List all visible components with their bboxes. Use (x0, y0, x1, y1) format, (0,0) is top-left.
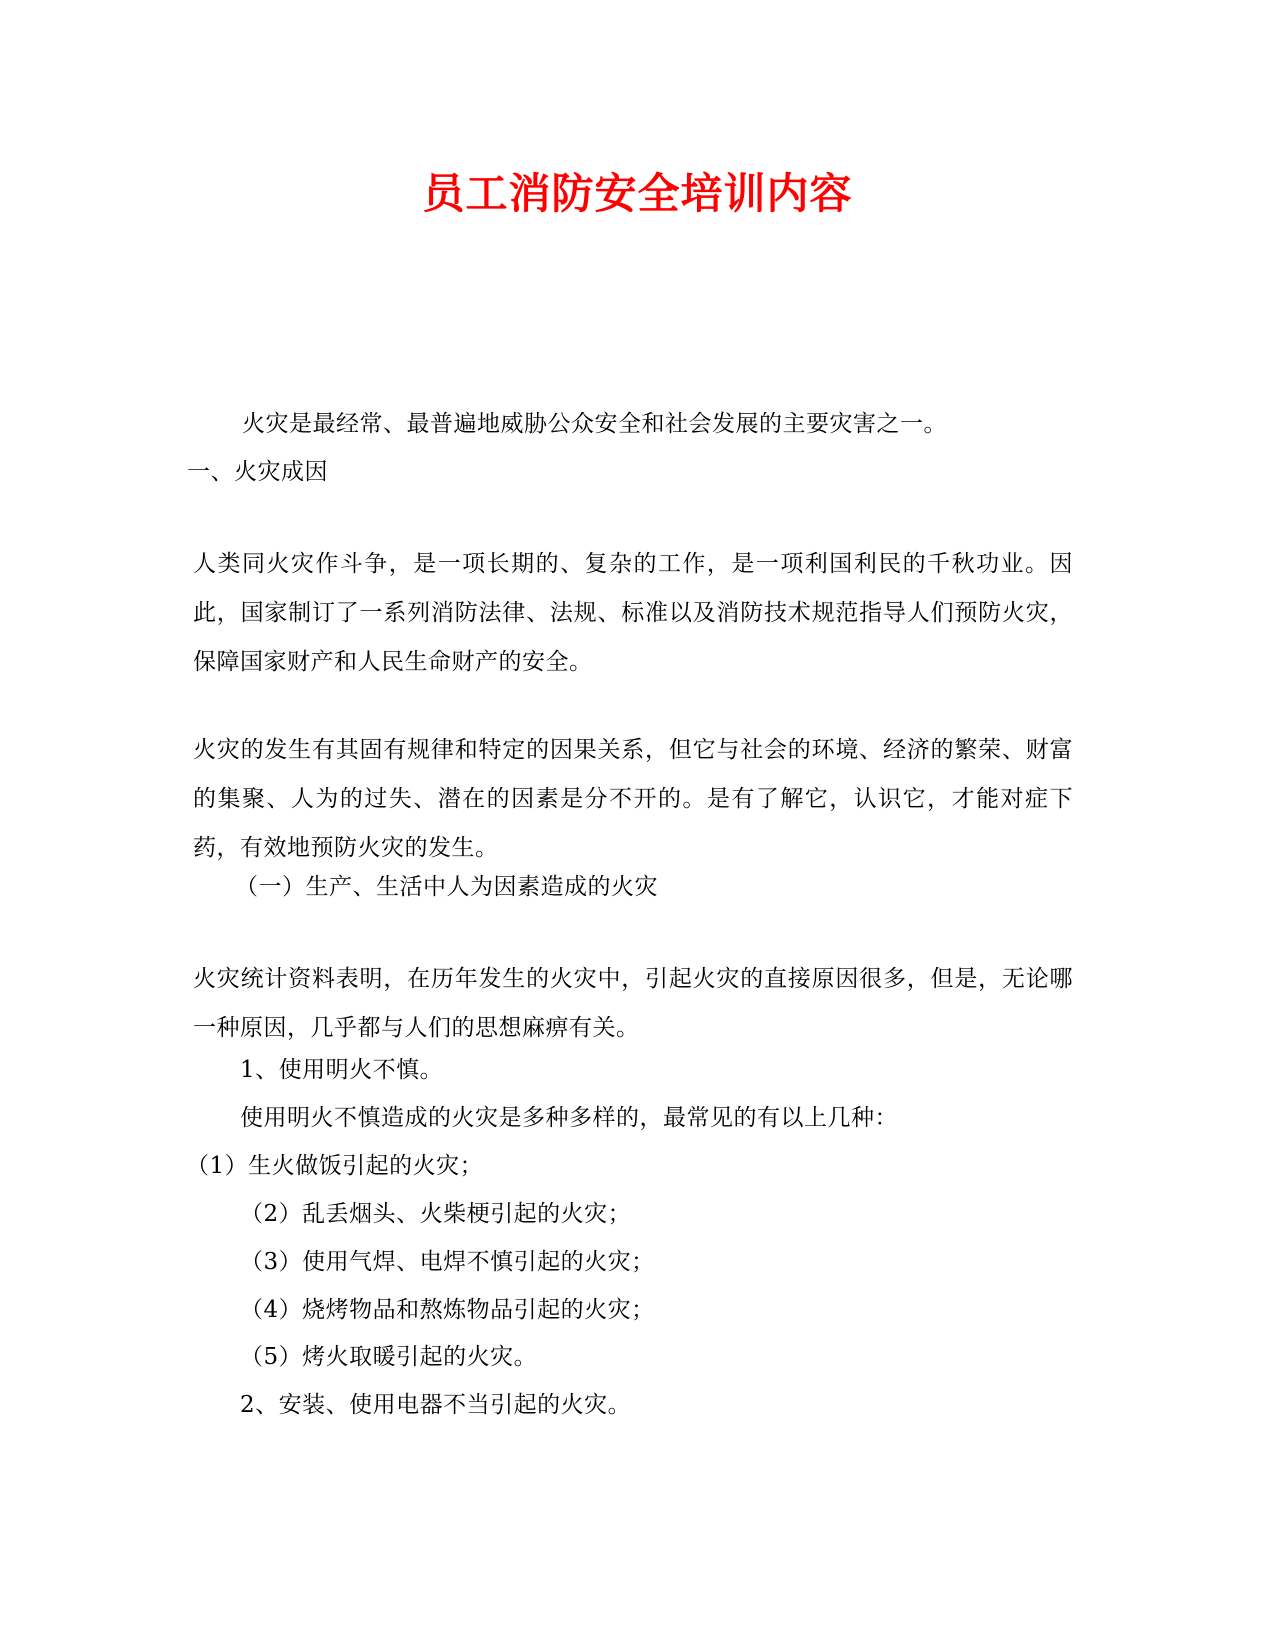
paragraph-fire-fighting: 人类同火灾作斗争，是一项长期的、复杂的工作，是一项利国利民的千秋功业。因此，国家制订了一系列消防法律、法规、标准以及消防技术规范指导人们预防火灾，保障国家财产和人民生命财产的安全。 (193, 551, 1073, 675)
list-item-heating: （5）烤火取暖引起的火灾。 (240, 1344, 538, 1370)
paragraph-fire-patterns: 火灾的发生有其固有规律和特定的因果关系，但它与社会的环境、经济的繁荣、财富的集聚、人为的过失、潜在的因素是分不开的。是有了解它，认识它，才能对症下药，有效地预防火灾的发生。 (193, 737, 1073, 861)
open-flame-description: 使用明火不慎造成的火灾是多种多样的，最常见的有以上几种： (240, 1105, 898, 1131)
list-item-electrical: 2、安装、使用电器不当引起的火灾。 (240, 1392, 632, 1418)
list-item-welding: （3）使用气焊、电焊不慎引起的火灾； (240, 1249, 655, 1275)
section-heading-fire-causes: 一、火灾成因 (187, 459, 328, 485)
list-item-roasting: （4）烧烤物品和熬炼物品引起的火灾； (240, 1297, 655, 1323)
intro-paragraph: 火灾是最经常、最普遍地威胁公众安全和社会发展的主要灾害之一。 (242, 411, 947, 437)
document-title: 员工消防安全培训内容 (422, 169, 853, 218)
list-item-open-flame: 1、使用明火不慎。 (240, 1057, 444, 1083)
paragraph-statistics: 火灾统计资料表明，在历年发生的火灾中，引起火灾的直接原因很多，但是，无论哪一种原因，几乎都与人们的思想麻痹有关。 (193, 966, 1073, 1041)
list-item-cooking: （1）生火做饭引起的火灾； (186, 1153, 484, 1179)
subheading-human-factors: （一）生产、生活中人为因素造成的火灾 (235, 874, 658, 900)
list-item-cigarettes: （2）乱丢烟头、火柴梗引起的火灾； (240, 1201, 632, 1227)
